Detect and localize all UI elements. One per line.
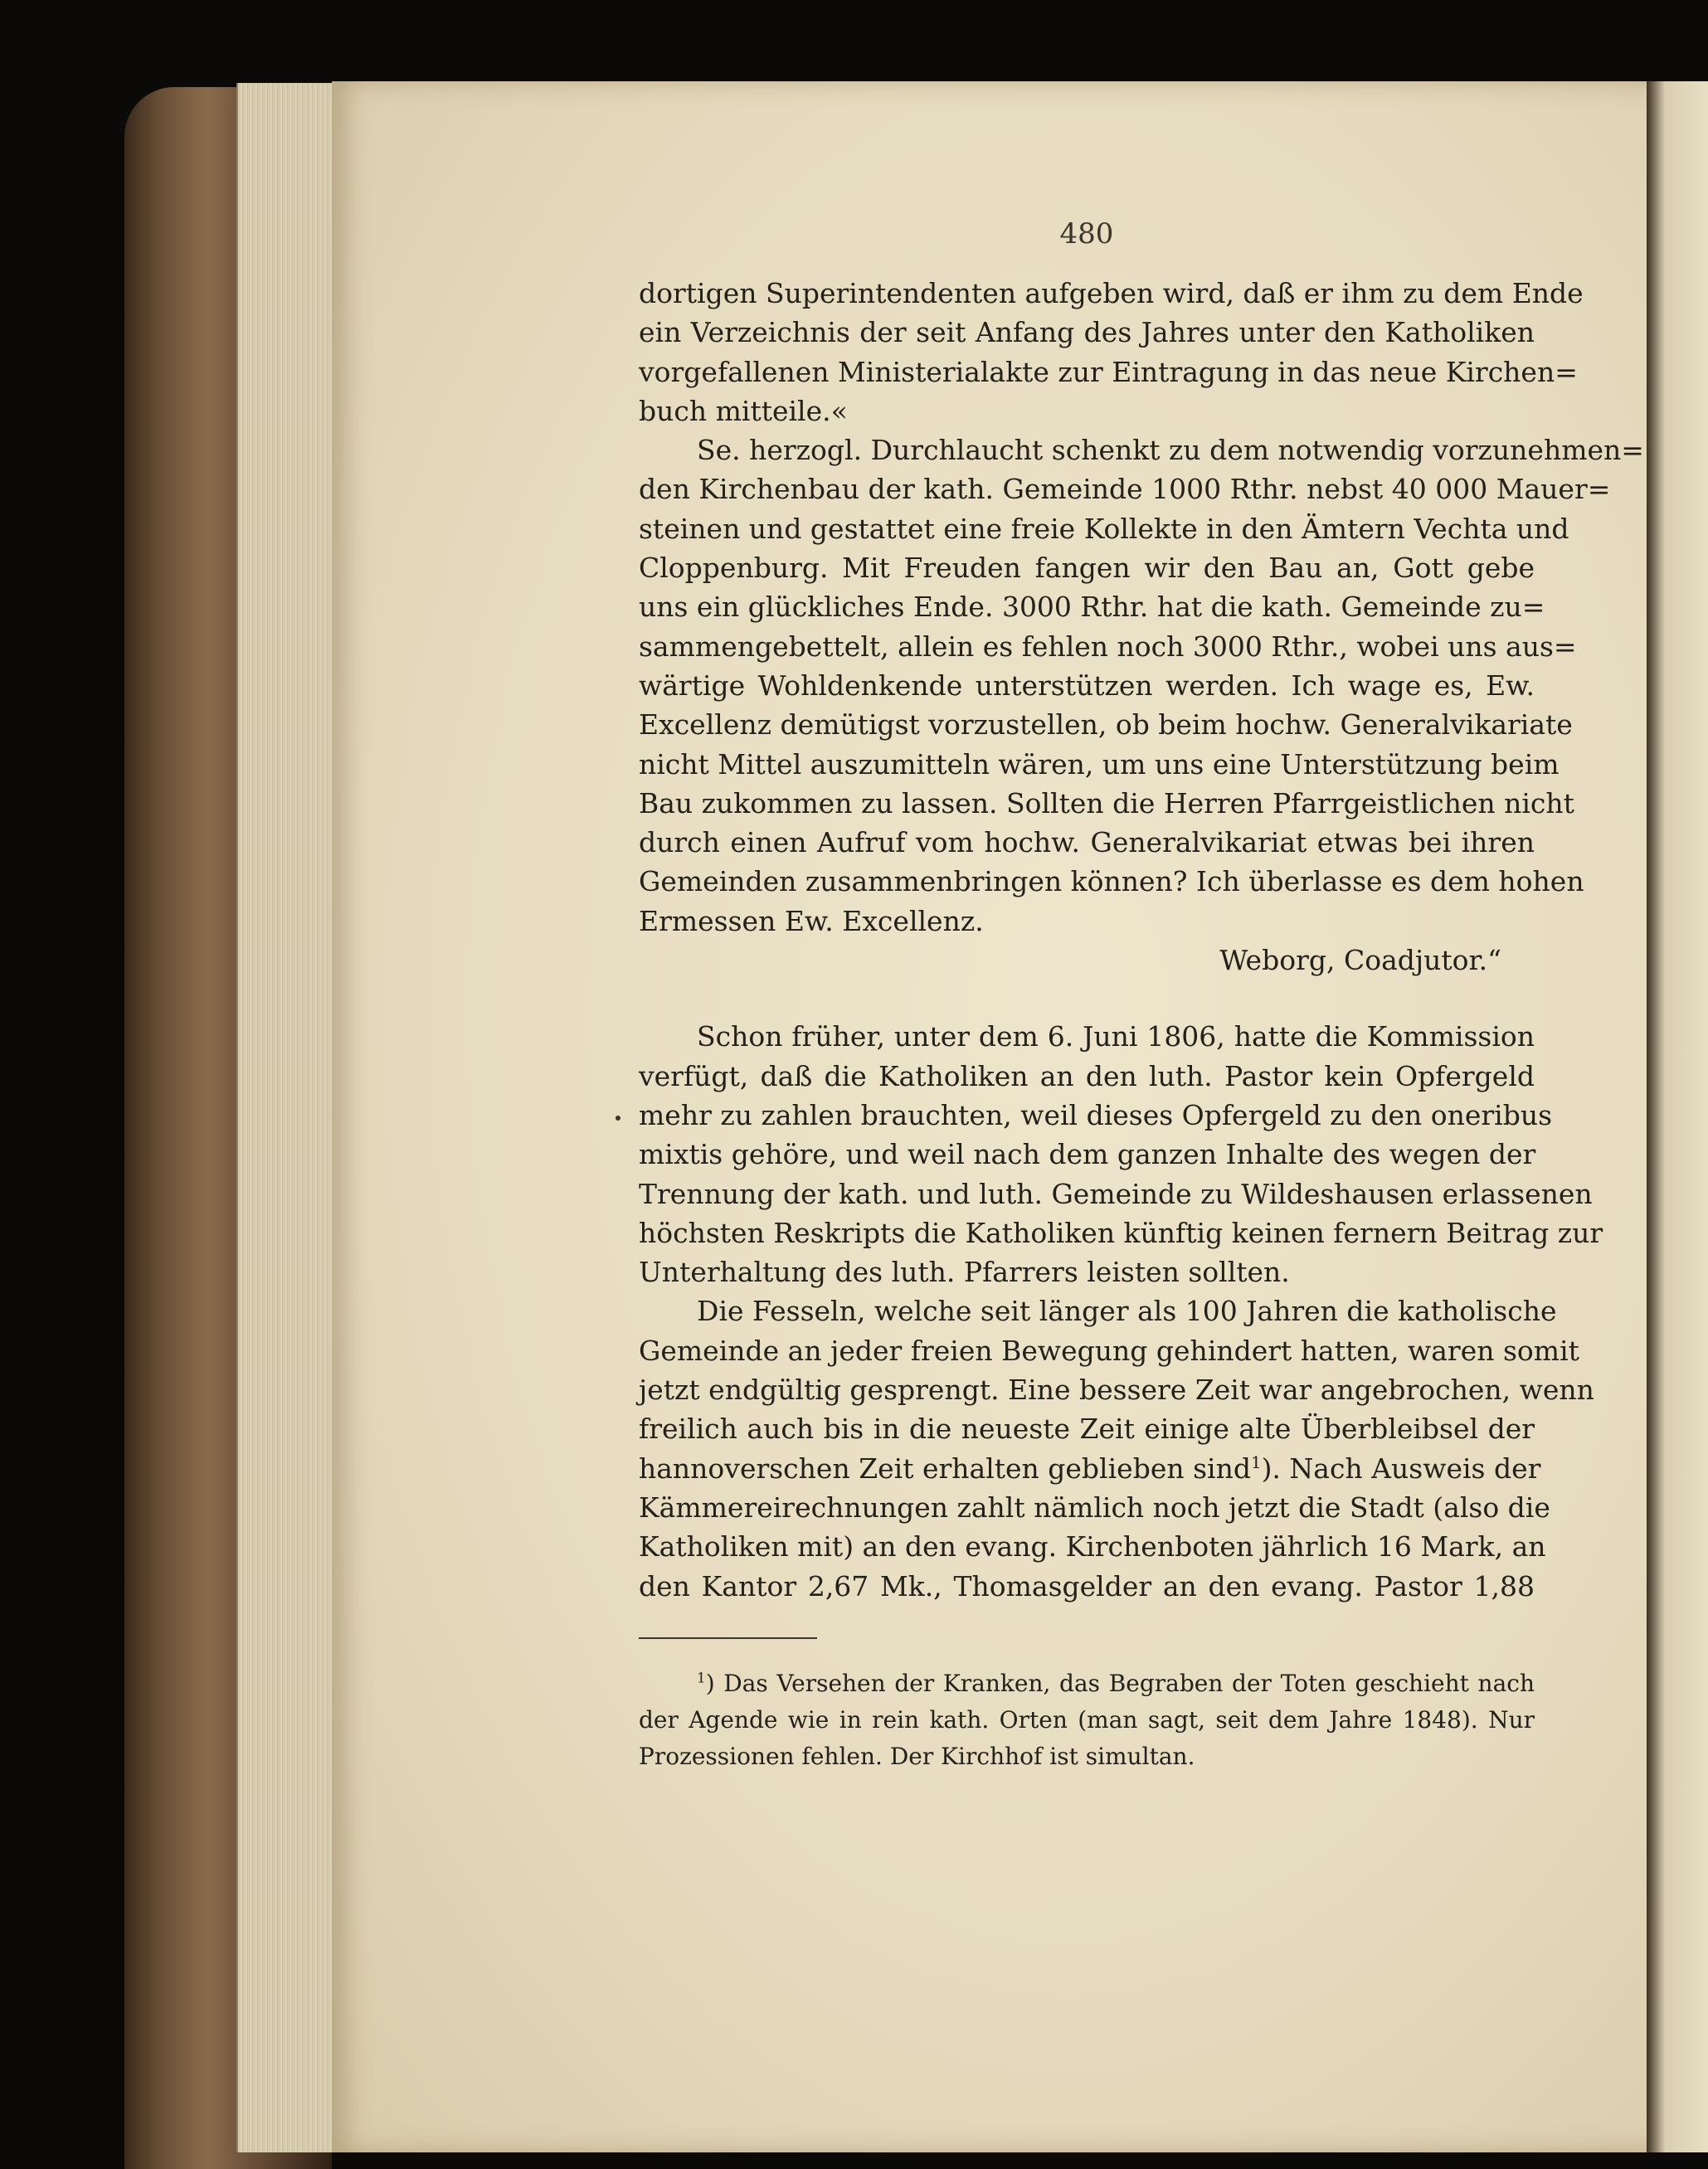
text-line: uns ein glückliches Ende. 3000 Rthr. hat die kath. Gemeinde zu=: [639, 591, 1545, 624]
book-gutter: [1647, 81, 1708, 2152]
text-line: freilich auch bis in die neueste Zeit einige alte Überbleibsel der: [639, 1413, 1535, 1446]
text-line: buch mitteile.«: [639, 394, 848, 427]
text-line: Unterhaltung des luth. Pfarrers leisten sollten.: [639, 1256, 1290, 1289]
text-line: Cloppenburg. Mit Freuden fangen wir den Bau an, Gott gebe: [639, 552, 1535, 585]
text-line: den Kantor 2,67 Mk., Thomasgelder an den evang. Pastor 1,88: [639, 1569, 1535, 1602]
text-line: vorgefallenen Ministerialakte zur Eintragung in das neue Kirchen=: [639, 355, 1578, 388]
text-line: Die Fesseln, welche seit länger als 100 Jahren die katholische: [697, 1295, 1557, 1328]
footnote-rule: [639, 1637, 817, 1639]
page-number: 480: [1059, 217, 1114, 250]
line-part: hannoverschen Zeit erhalten geblieben sind: [639, 1452, 1251, 1485]
text-line: Schon früher, unter dem 6. Juni 1806, hatte die Kommission: [697, 1020, 1535, 1053]
text-line: Gemeinde an jeder freien Bewegung gehindert hatten, waren somit: [639, 1334, 1579, 1367]
body-text: [639, 274, 1644, 1606]
footnote-line: der Agende wie in rein kath. Orten (man sagt, seit dem Jahre 1848). Nur: [639, 1706, 1535, 1734]
text-line: nicht Mittel auszumitteln wären, um uns eine Unterstützung beim: [639, 747, 1560, 781]
text-line-with-footnote: [639, 1449, 1541, 1488]
text-line: jetzt endgültig gesprengt. Eine bessere Zeit war angebrochen, wenn: [639, 1374, 1594, 1407]
text-line: den Kirchenbau der kath. Gemeinde 1000 Rthr. nebst 40 000 Mauer=: [639, 473, 1611, 506]
text-line: Bau zukommen zu lassen. Sollten die Herren Pfarrgeistlichen nicht: [639, 786, 1574, 819]
footnote-line: [639, 1666, 1535, 1702]
text-line: Excellenz demütigst vorzustellen, ob beim hochw. Generalvikariate: [639, 708, 1573, 742]
text-line: Katholiken mit) an den evang. Kirchenboten jährlich 16 Mark, an: [639, 1530, 1546, 1564]
text-line: mehr zu zahlen brauchten, weil dieses Opfergeld zu den oneribus: [639, 1098, 1553, 1131]
footnote-line: Prozessionen fehlen. Der Kirchhof ist simultan.: [639, 1743, 1195, 1770]
text-line: Kämmereirechnungen zahlt nämlich noch jetzt die Stadt (also die: [639, 1491, 1550, 1524]
text-line: durch einen Aufruf vom hochw. Generalvikariat etwas bei ihren: [639, 826, 1535, 859]
footnote-marker: 1: [697, 1669, 706, 1686]
page-edges: [236, 83, 346, 2152]
footnote-text: ) Das Versehen der Kranken, das Begraben der Toten geschieht nach: [705, 1670, 1535, 1697]
text-line: dortigen Superintendenten aufgeben wird, daß er ihm zu dem Ende: [639, 277, 1584, 309]
text-line: Trennung der kath. und luth. Gemeinde zu Wildeshausen erlassenen: [639, 1177, 1593, 1210]
text-line: steinen und gestattet eine freie Kollekte in den Ämtern Vechta und: [639, 512, 1569, 545]
text-line: Ermessen Ew. Excellenz.: [639, 904, 984, 937]
text-line: höchsten Reskripts die Katholiken künftig keinen fernern Beitrag zur: [639, 1216, 1603, 1249]
text-line: wärtige Wohldenkende unterstützen werden. Ich wage es, Ew.: [639, 669, 1535, 702]
line-part: ). Nach Ausweis der: [1261, 1452, 1541, 1485]
footnotes: [639, 1666, 1535, 1775]
signature-line: Weborg, Coadjutor.“: [1219, 944, 1501, 977]
text-line: ein Verzeichnis der seit Anfang des Jahres unter den Katholiken: [639, 316, 1535, 349]
text-line: sammengebettelt, allein es fehlen noch 3000 Rthr., wobei uns aus=: [639, 630, 1577, 663]
text-line: verfügt, daß die Katholiken an den luth. Pastor kein Opfergeld: [639, 1059, 1535, 1092]
text-line: Gemeinden zusammenbringen können? Ich überlasse es dem hohen: [639, 865, 1584, 898]
text-line: mixtis gehöre, und weil nach dem ganzen Inhalte des wegen der: [639, 1138, 1536, 1171]
text-line: Se. herzogl. Durchlaucht schenkt zu dem notwendig vorzunehmen=: [697, 434, 1644, 467]
margin-mark: [616, 1116, 620, 1121]
footnote-reference: 1: [1250, 1452, 1262, 1472]
